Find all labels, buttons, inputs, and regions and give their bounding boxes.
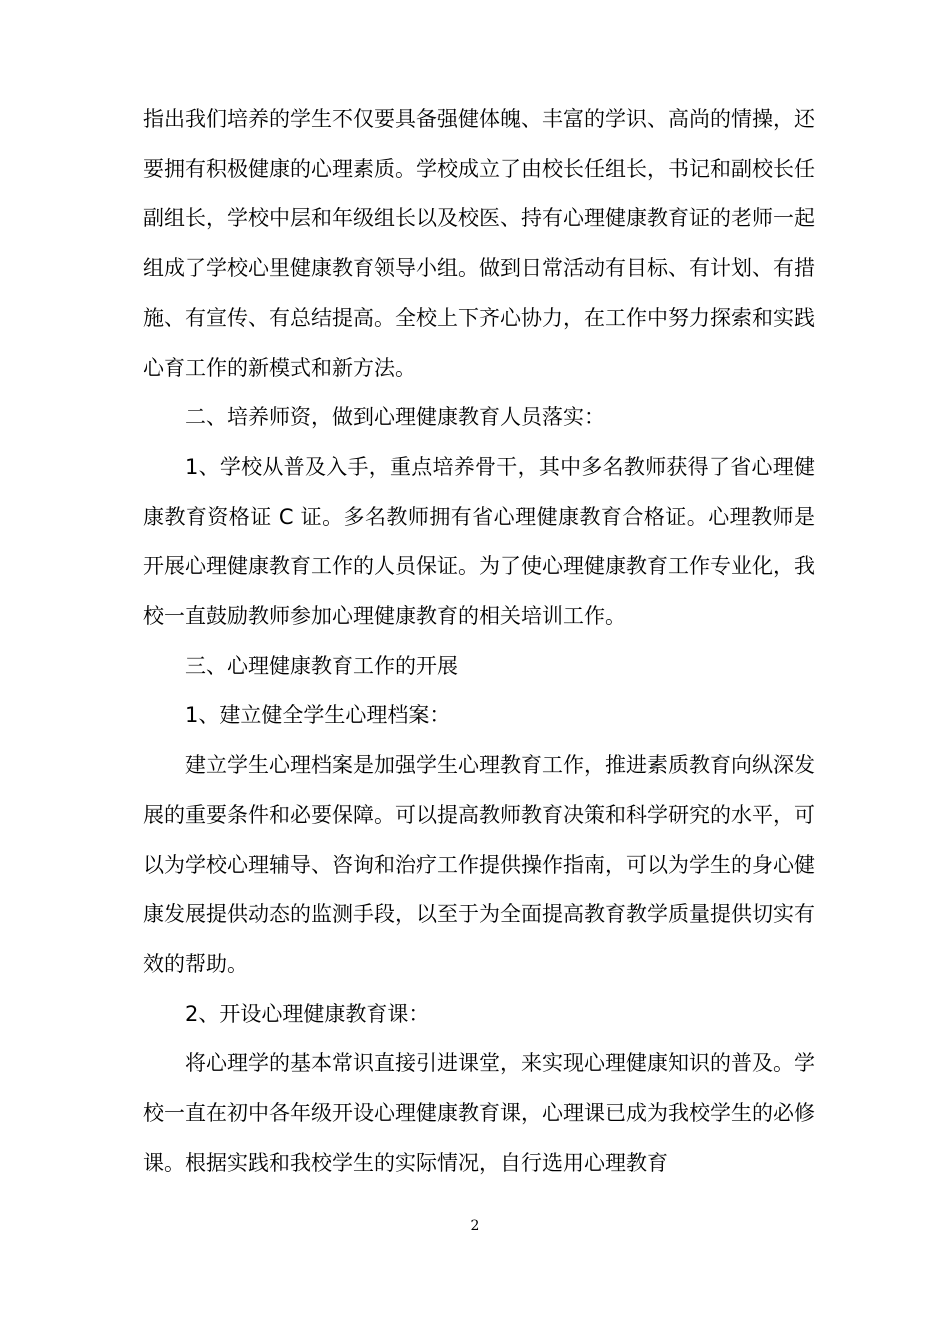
paragraph-courses: 将心理学的基本常识直接引进课堂，来实现心理健康知识的普及。学校一直在初中各年级开设心理健康教育课，心理课已成为我校学生的必修课。根据实践和我校学生的实际情况，自行选用心理教育 xyxy=(143,1051,815,1175)
paragraph-1: 指出我们培养的学生不仅要具备强健体魄、丰富的学识、高尚的情操，还要拥有积极健康的心理素质。学校成立了由校长任组长，书记和副校长任副组长，学校中层和年级组长以及校医、持有心理健康教育证的老师一起组成了学校心里健康教育领导小组。做到日常活动有目标、有计划、有措施、有宣传、有总结提高。全校上下齐心协力，在工作中努力探索和实践心育工作的新模式和新方法。 xyxy=(143,107,815,380)
section-heading-3: 三、心理健康教育工作的开展 xyxy=(185,653,458,678)
subheading-courses: 2、开设心理健康教育课： xyxy=(185,1001,430,1026)
page-number: 2 xyxy=(470,1218,480,1234)
body-text xyxy=(143,95,815,1188)
section-heading-2: 二、培养师资，做到心理健康教育人员落实： xyxy=(185,405,605,430)
paragraph-teacher-training: 1、学校从普及入手，重点培养骨干，其中多名教师获得了省心理健康教育资格证 C 证。多名教师拥有省心理健康教育合格证。心理教师是开展心理健康教育工作的人员保证。为了使心理健康教育工作专业化，我校一直鼓励教师参加心理健康教育的相关培训工作。 xyxy=(143,454,815,629)
subheading-student-archives: 1、建立健全学生心理档案： xyxy=(185,703,451,728)
paragraph-student-archives: 建立学生心理档案是加强学生心理教育工作，推进素质教育向纵深发展的重要条件和必要保障。可以提高教师教育决策和科学研究的水平，可以为学校心理辅导、咨询和治疗工作提供操作指南，可以为学生的身心健康发展提供动态的监测手段，以至于为全面提高教育教学质量提供切实有效的帮助。 xyxy=(143,753,815,976)
